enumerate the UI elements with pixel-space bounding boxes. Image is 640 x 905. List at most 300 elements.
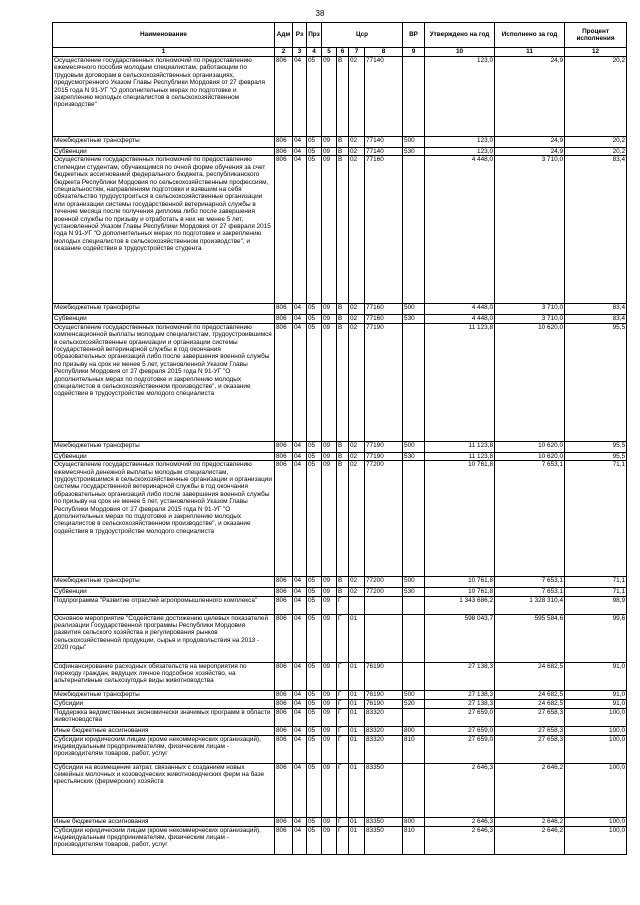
- row-csr-3: 01: [349, 662, 365, 690]
- table-row: [53, 763, 627, 817]
- row-adm: 806: [275, 614, 293, 662]
- table-row: [53, 588, 627, 596]
- row-adm: 806: [275, 690, 293, 699]
- row-csr-2: Г: [337, 726, 349, 735]
- row-csr-2: В: [337, 304, 349, 315]
- row-name: Субсидии юридическим лицам (кроме некоммерческих организаций), индивидуальным предпринимателям, физическим лицам - производителям товаров, работ, услуг: [53, 826, 275, 854]
- row-executed: 24 682,5: [495, 662, 565, 690]
- row-percent: 20,2: [565, 137, 627, 148]
- column-numbers-row: [53, 48, 627, 57]
- row-name: Осуществление государственных полномочий по предоставлению компенсационной выплаты молодым специалистам, трудоустроившимся в сельскохозяйственные организации и организации системы государственной ветеринарной службы в год окончания образовательных организаций либо после завершения военной службы по призыву на срок не менее 5 лет, установленной Указом Главы Республики Мордовия от 27 февраля 2015 года N 91-УГ "О дополнительных мерах по подготовке и закреплению молодых специалистов в сельскохозяйственном производстве", и оказание содействия в трудоустройстве молодого специалиста: [53, 323, 275, 441]
- row-adm: 806: [275, 315, 293, 323]
- row-vr: [403, 708, 425, 726]
- row-approved: 2 646,3: [425, 826, 495, 854]
- row-adm: 806: [275, 148, 293, 156]
- header-adm: Адм: [275, 23, 293, 48]
- table-row: [53, 452, 627, 460]
- row-csr-1: 09: [322, 826, 337, 854]
- row-csr-3: 01: [349, 726, 365, 735]
- col-number: 2: [275, 48, 293, 57]
- row-percent: 83,4: [565, 304, 627, 315]
- row-name: Осуществление государственных полномочий по предоставлению ежемесячной денежной выплаты молодым специалистам, трудоустроившимся в сельскохозяйственные организации и организации системы государственной ветеринарной службы в год окончания образовательных организаций либо после завершения военной службы по призыву на срок не менее 5 лет, установленной Указом Главы Республики Мордовия от 27 февраля 2015 года N 91-УГ "О дополнительных мерах по подготовке и закреплению молодых специалистов в сельскохозяйственном производстве", и оказание содействия в трудоустройстве молодого специалиста: [53, 461, 275, 577]
- row-csr-4: 77200: [365, 577, 403, 588]
- row-csr-4: 76190: [365, 699, 403, 708]
- row-prz: 05: [307, 662, 322, 690]
- row-rz: 04: [293, 708, 307, 726]
- table-body: [53, 57, 627, 855]
- row-csr-1: 09: [322, 708, 337, 726]
- col-number: 7: [349, 48, 365, 57]
- row-csr-1: 09: [322, 735, 337, 763]
- row-csr-3: 02: [349, 315, 365, 323]
- row-name: Межбюджетные трансферты: [53, 690, 275, 699]
- row-prz: 05: [307, 148, 322, 156]
- row-csr-3: 02: [349, 441, 365, 452]
- row-csr-4: 83350: [365, 817, 403, 826]
- row-adm: 806: [275, 735, 293, 763]
- row-prz: 05: [307, 304, 322, 315]
- row-prz: 05: [307, 735, 322, 763]
- row-name: Иные бюджетные ассигнования: [53, 817, 275, 826]
- row-vr: 530: [403, 588, 425, 596]
- row-executed: 3 710,0: [495, 156, 565, 304]
- row-rz: 04: [293, 690, 307, 699]
- row-percent: 91,0: [565, 690, 627, 699]
- row-csr-1: 09: [322, 596, 337, 614]
- row-adm: 806: [275, 662, 293, 690]
- row-vr: 500: [403, 304, 425, 315]
- row-csr-1: 09: [322, 441, 337, 452]
- row-executed: 1 328 310,4: [495, 596, 565, 614]
- row-adm: 806: [275, 577, 293, 588]
- row-vr: [403, 614, 425, 662]
- row-percent: 20,2: [565, 57, 627, 137]
- row-prz: 05: [307, 817, 322, 826]
- row-prz: 05: [307, 588, 322, 596]
- row-csr-3: 02: [349, 156, 365, 304]
- row-percent: 20,2: [565, 148, 627, 156]
- row-name: Межбюджетные трансферты: [53, 577, 275, 588]
- row-csr-4: 77140: [365, 148, 403, 156]
- row-adm: 806: [275, 588, 293, 596]
- table-row: [53, 826, 627, 854]
- row-approved: 2 646,3: [425, 763, 495, 817]
- row-name: Софинансирование расходных обязательств на мероприятия по переходу граждан, ведущих личное подсобное хозяйство, на альтернативные сельхозугодья виды животноводства: [53, 662, 275, 690]
- row-csr-4: 77200: [365, 461, 403, 577]
- row-name: Субвенции: [53, 315, 275, 323]
- row-percent: 95,5: [565, 452, 627, 460]
- row-percent: 100,0: [565, 708, 627, 726]
- row-csr-2: Г: [337, 596, 349, 614]
- row-approved: 27 138,3: [425, 690, 495, 699]
- row-adm: 806: [275, 708, 293, 726]
- row-csr-2: Г: [337, 763, 349, 817]
- row-csr-2: Г: [337, 817, 349, 826]
- table-row: [53, 148, 627, 156]
- row-csr-3: [349, 596, 365, 614]
- row-adm: 806: [275, 763, 293, 817]
- row-csr-3: 02: [349, 148, 365, 156]
- row-name: Осуществление государственных полномочий по предоставлению стипендии студентам, обучающимся по очной форме обучения за счет бюджетных ассигнований федерального бюджета, республиканского бюджета Республики Мордовия по сельскохозяйственным профессиям, специальностям, направлениям подготовки и взявшим на себя обязательство трудоустроиться в сельскохозяйственные организации или организации системы государственной ветеринарной службы в течение месяца после получения диплома либо после завершения военной службы по призыву и отработать в них не менее 5 лет, установленной Указом Главы Республики Мордовия от 27 февраля 2015 года N 91-УГ "О дополнительных мерах по подготовке и закреплению молодых специалистов в сельскохозяйственном производстве", и оказание содействия в трудоустройстве студента: [53, 156, 275, 304]
- row-csr-3: 02: [349, 461, 365, 577]
- col-number: 9: [403, 48, 425, 57]
- row-csr-4: 77160: [365, 156, 403, 304]
- row-prz: 05: [307, 452, 322, 460]
- row-rz: 04: [293, 304, 307, 315]
- table-row: [53, 461, 627, 577]
- row-adm: 806: [275, 596, 293, 614]
- row-name: Субсидии: [53, 699, 275, 708]
- row-vr: [403, 461, 425, 577]
- row-approved: 123,0: [425, 148, 495, 156]
- row-name: Осуществление государственных полномочий по предоставлению ежемесячного пособия молодым специалистам, работающим по трудовым договорам в сельскохозяйственных организациях, предусмотренного Указом Главы Республики Мордовия от 27 февраля 2015 года N 91-УГ "О дополнительных мерах по подготовке и закреплению молодых специалистов в сельскохозяйственном производстве": [53, 57, 275, 137]
- row-approved: 123,0: [425, 57, 495, 137]
- row-rz: 04: [293, 323, 307, 441]
- row-csr-3: 01: [349, 763, 365, 817]
- row-prz: 05: [307, 137, 322, 148]
- row-csr-4: 77160: [365, 315, 403, 323]
- header-approved: Утверждено на год: [425, 23, 495, 48]
- row-executed: 10 620,0: [495, 441, 565, 452]
- table-row: [53, 323, 627, 441]
- row-approved: 27 138,3: [425, 699, 495, 708]
- row-rz: 04: [293, 826, 307, 854]
- row-rz: 04: [293, 726, 307, 735]
- row-percent: 99,6: [565, 614, 627, 662]
- table-row: [53, 596, 627, 614]
- row-adm: 806: [275, 452, 293, 460]
- col-number: 3: [293, 48, 307, 57]
- header-name: Наименование: [53, 23, 275, 48]
- row-rz: 04: [293, 614, 307, 662]
- row-prz: 05: [307, 614, 322, 662]
- row-vr: [403, 763, 425, 817]
- row-csr-1: 09: [322, 588, 337, 596]
- row-rz: 04: [293, 57, 307, 137]
- row-prz: 05: [307, 699, 322, 708]
- row-csr-4: 77190: [365, 441, 403, 452]
- row-executed: 27 658,3: [495, 726, 565, 735]
- row-executed: 7 653,1: [495, 577, 565, 588]
- row-rz: 04: [293, 461, 307, 577]
- row-prz: 05: [307, 726, 322, 735]
- row-csr-1: 09: [322, 148, 337, 156]
- row-csr-2: Г: [337, 699, 349, 708]
- row-vr: 500: [403, 137, 425, 148]
- table-row: [53, 156, 627, 304]
- row-prz: 05: [307, 156, 322, 304]
- row-rz: 04: [293, 577, 307, 588]
- row-csr-2: В: [337, 323, 349, 441]
- row-executed: 27 658,3: [495, 735, 565, 763]
- row-adm: 806: [275, 699, 293, 708]
- row-csr-4: 83350: [365, 763, 403, 817]
- table-row: [53, 137, 627, 148]
- row-csr-1: 09: [322, 817, 337, 826]
- row-csr-3: 02: [349, 304, 365, 315]
- row-percent: 91,0: [565, 699, 627, 708]
- row-csr-1: 09: [322, 323, 337, 441]
- row-prz: 05: [307, 826, 322, 854]
- row-executed: 10 620,0: [495, 323, 565, 441]
- row-executed: 24,9: [495, 57, 565, 137]
- row-vr: 810: [403, 735, 425, 763]
- row-approved: 10 761,8: [425, 577, 495, 588]
- table-row: [53, 699, 627, 708]
- col-number: 5: [322, 48, 337, 57]
- col-number: 11: [495, 48, 565, 57]
- row-prz: 05: [307, 708, 322, 726]
- row-name: Поддержка ведомственных экономически значимых программ в области животноводства: [53, 708, 275, 726]
- row-name: Межбюджетные трансферты: [53, 137, 275, 148]
- table-row: [53, 577, 627, 588]
- row-vr: [403, 156, 425, 304]
- row-adm: 806: [275, 323, 293, 441]
- row-approved: 27 659,0: [425, 708, 495, 726]
- page-number: 38: [315, 9, 325, 18]
- row-name: Межбюджетные трансферты: [53, 441, 275, 452]
- row-csr-2: Г: [337, 690, 349, 699]
- row-csr-2: В: [337, 148, 349, 156]
- row-executed: 3 710,0: [495, 304, 565, 315]
- row-prz: 05: [307, 763, 322, 817]
- row-csr-1: 09: [322, 577, 337, 588]
- row-vr: 800: [403, 817, 425, 826]
- row-csr-2: В: [337, 577, 349, 588]
- row-prz: 05: [307, 315, 322, 323]
- row-csr-3: 02: [349, 588, 365, 596]
- row-csr-2: Г: [337, 708, 349, 726]
- row-csr-4: 77140: [365, 57, 403, 137]
- row-approved: 27 138,3: [425, 662, 495, 690]
- row-approved: 10 761,8: [425, 588, 495, 596]
- row-csr-1: 09: [322, 304, 337, 315]
- table-header: [53, 23, 627, 57]
- row-vr: 530: [403, 148, 425, 156]
- row-name: Субсидии на возмещение затрат, связанных с созданием новых семейных молочных и козоводческих животноводческих ферм на базе крестьянских (фермерских) хозяйств: [53, 763, 275, 817]
- col-number: 4: [307, 48, 322, 57]
- row-name: Подпрограмма "Развитие отраслей агропромышленного комплекса": [53, 596, 275, 614]
- row-executed: 7 653,1: [495, 461, 565, 577]
- row-executed: 10 620,0: [495, 452, 565, 460]
- table-row: [53, 708, 627, 726]
- row-adm: 806: [275, 817, 293, 826]
- row-rz: 04: [293, 817, 307, 826]
- row-name: Субвенции: [53, 452, 275, 460]
- header-vr: ВР: [403, 23, 425, 48]
- row-rz: 04: [293, 441, 307, 452]
- row-percent: 98,9: [565, 596, 627, 614]
- row-csr-1: 09: [322, 137, 337, 148]
- row-vr: [403, 57, 425, 137]
- row-csr-4: 77200: [365, 588, 403, 596]
- row-csr-4: [365, 614, 403, 662]
- row-adm: 806: [275, 304, 293, 315]
- row-rz: 04: [293, 148, 307, 156]
- row-rz: 04: [293, 588, 307, 596]
- row-percent: 71,1: [565, 577, 627, 588]
- row-adm: 806: [275, 461, 293, 577]
- row-approved: 27 659,0: [425, 735, 495, 763]
- row-csr-2: В: [337, 588, 349, 596]
- row-percent: 83,4: [565, 156, 627, 304]
- row-percent: 100,0: [565, 735, 627, 763]
- row-csr-4: 77160: [365, 304, 403, 315]
- row-name: Субвенции: [53, 148, 275, 156]
- row-name: Субсидии юридическим лицам (кроме некоммерческих организаций), индивидуальным предпринимателям, физическим лицам - производителям товаров, работ, услуг: [53, 735, 275, 763]
- row-csr-2: В: [337, 452, 349, 460]
- row-csr-4: 83350: [365, 826, 403, 854]
- row-vr: 530: [403, 315, 425, 323]
- row-csr-1: 09: [322, 763, 337, 817]
- row-csr-3: 01: [349, 614, 365, 662]
- row-csr-4: 77190: [365, 323, 403, 441]
- header-rz: Рз: [293, 23, 307, 48]
- col-number: 10: [425, 48, 495, 57]
- header-csr: Цср: [322, 23, 403, 48]
- row-executed: 27 658,3: [495, 708, 565, 726]
- row-approved: 10 761,8: [425, 461, 495, 577]
- row-percent: 91,0: [565, 662, 627, 690]
- row-prz: 05: [307, 690, 322, 699]
- row-csr-3: 02: [349, 577, 365, 588]
- row-executed: 24 682,5: [495, 699, 565, 708]
- row-approved: 2 646,3: [425, 817, 495, 826]
- row-csr-2: В: [337, 315, 349, 323]
- table-row: [53, 726, 627, 735]
- row-executed: 7 653,1: [495, 588, 565, 596]
- row-name: Межбюджетные трансферты: [53, 304, 275, 315]
- row-csr-4: 83320: [365, 726, 403, 735]
- row-approved: 11 123,8: [425, 441, 495, 452]
- row-csr-1: 09: [322, 726, 337, 735]
- col-number: 12: [565, 48, 627, 57]
- row-vr: 530: [403, 452, 425, 460]
- row-csr-4: 77140: [365, 137, 403, 148]
- row-csr-3: 02: [349, 57, 365, 137]
- row-csr-4: 76190: [365, 662, 403, 690]
- row-approved: 11 123,8: [425, 323, 495, 441]
- row-csr-4: 83320: [365, 735, 403, 763]
- row-percent: 95,5: [565, 441, 627, 452]
- budget-table: [52, 22, 627, 855]
- row-rz: 04: [293, 315, 307, 323]
- row-name: Основное мероприятие "Содействие достижению целевых показателей реализации Государственной программы Республики Мордовия развития сельского хозяйства и регулирования рынков сельскохозяйственной продукции, сырья и продовольствия на 2013 - 2020 годы": [53, 614, 275, 662]
- row-executed: 2 646,2: [495, 817, 565, 826]
- col-number: 8: [365, 48, 403, 57]
- row-percent: 83,4: [565, 315, 627, 323]
- row-csr-1: 09: [322, 452, 337, 460]
- row-approved: 4 448,0: [425, 304, 495, 315]
- row-executed: 595 584,6: [495, 614, 565, 662]
- row-adm: 806: [275, 137, 293, 148]
- table-row: [53, 690, 627, 699]
- row-csr-4: 83320: [365, 708, 403, 726]
- row-percent: 100,0: [565, 817, 627, 826]
- row-adm: 806: [275, 156, 293, 304]
- col-number: 6: [337, 48, 349, 57]
- row-executed: 24,9: [495, 137, 565, 148]
- row-vr: 500: [403, 690, 425, 699]
- table-row: [53, 817, 627, 826]
- row-vr: [403, 323, 425, 441]
- row-csr-1: 09: [322, 57, 337, 137]
- table-row: [53, 662, 627, 690]
- row-approved: 4 448,0: [425, 156, 495, 304]
- row-vr: 500: [403, 441, 425, 452]
- row-prz: 05: [307, 57, 322, 137]
- table-row: [53, 735, 627, 763]
- row-csr-1: 09: [322, 461, 337, 577]
- row-vr: 520: [403, 699, 425, 708]
- row-executed: 3 710,0: [495, 315, 565, 323]
- row-percent: 71,1: [565, 461, 627, 577]
- row-prz: 05: [307, 441, 322, 452]
- row-approved: 27 659,0: [425, 726, 495, 735]
- header-percent: Процент исполнения: [565, 23, 627, 48]
- row-csr-3: 01: [349, 690, 365, 699]
- row-csr-3: 01: [349, 817, 365, 826]
- row-prz: 05: [307, 461, 322, 577]
- table-row: [53, 304, 627, 315]
- table-row: [53, 441, 627, 452]
- row-csr-1: 09: [322, 156, 337, 304]
- row-approved: 598 043,7: [425, 614, 495, 662]
- row-vr: 500: [403, 577, 425, 588]
- row-csr-2: Г: [337, 735, 349, 763]
- row-approved: 4 448,0: [425, 315, 495, 323]
- row-percent: 95,5: [565, 323, 627, 441]
- row-vr: 800: [403, 726, 425, 735]
- header-executed: Исполнено за год: [495, 23, 565, 48]
- row-executed: 24 682,5: [495, 690, 565, 699]
- row-csr-1: 09: [322, 699, 337, 708]
- row-approved: 123,0: [425, 137, 495, 148]
- row-executed: 2 646,2: [495, 763, 565, 817]
- row-csr-4: [365, 596, 403, 614]
- row-csr-1: 09: [322, 315, 337, 323]
- row-prz: 05: [307, 323, 322, 441]
- row-rz: 04: [293, 662, 307, 690]
- row-csr-3: 01: [349, 735, 365, 763]
- row-csr-3: 02: [349, 452, 365, 460]
- row-csr-2: В: [337, 57, 349, 137]
- row-adm: 806: [275, 57, 293, 137]
- row-csr-2: Г: [337, 662, 349, 690]
- row-csr-1: 09: [322, 690, 337, 699]
- row-csr-2: В: [337, 137, 349, 148]
- row-csr-3: 02: [349, 137, 365, 148]
- col-number: 1: [53, 48, 275, 57]
- row-rz: 04: [293, 763, 307, 817]
- row-executed: 2 646,2: [495, 826, 565, 854]
- row-percent: 100,0: [565, 726, 627, 735]
- row-rz: 04: [293, 156, 307, 304]
- row-csr-3: 01: [349, 826, 365, 854]
- row-rz: 04: [293, 596, 307, 614]
- row-prz: 05: [307, 596, 322, 614]
- row-percent: 71,1: [565, 588, 627, 596]
- table-row: [53, 57, 627, 137]
- row-vr: [403, 662, 425, 690]
- header-prz: Прз: [307, 23, 322, 48]
- row-csr-2: В: [337, 461, 349, 577]
- row-rz: 04: [293, 699, 307, 708]
- row-prz: 05: [307, 577, 322, 588]
- row-approved: 1 343 686,2: [425, 596, 495, 614]
- row-csr-3: 01: [349, 699, 365, 708]
- row-csr-4: 76190: [365, 690, 403, 699]
